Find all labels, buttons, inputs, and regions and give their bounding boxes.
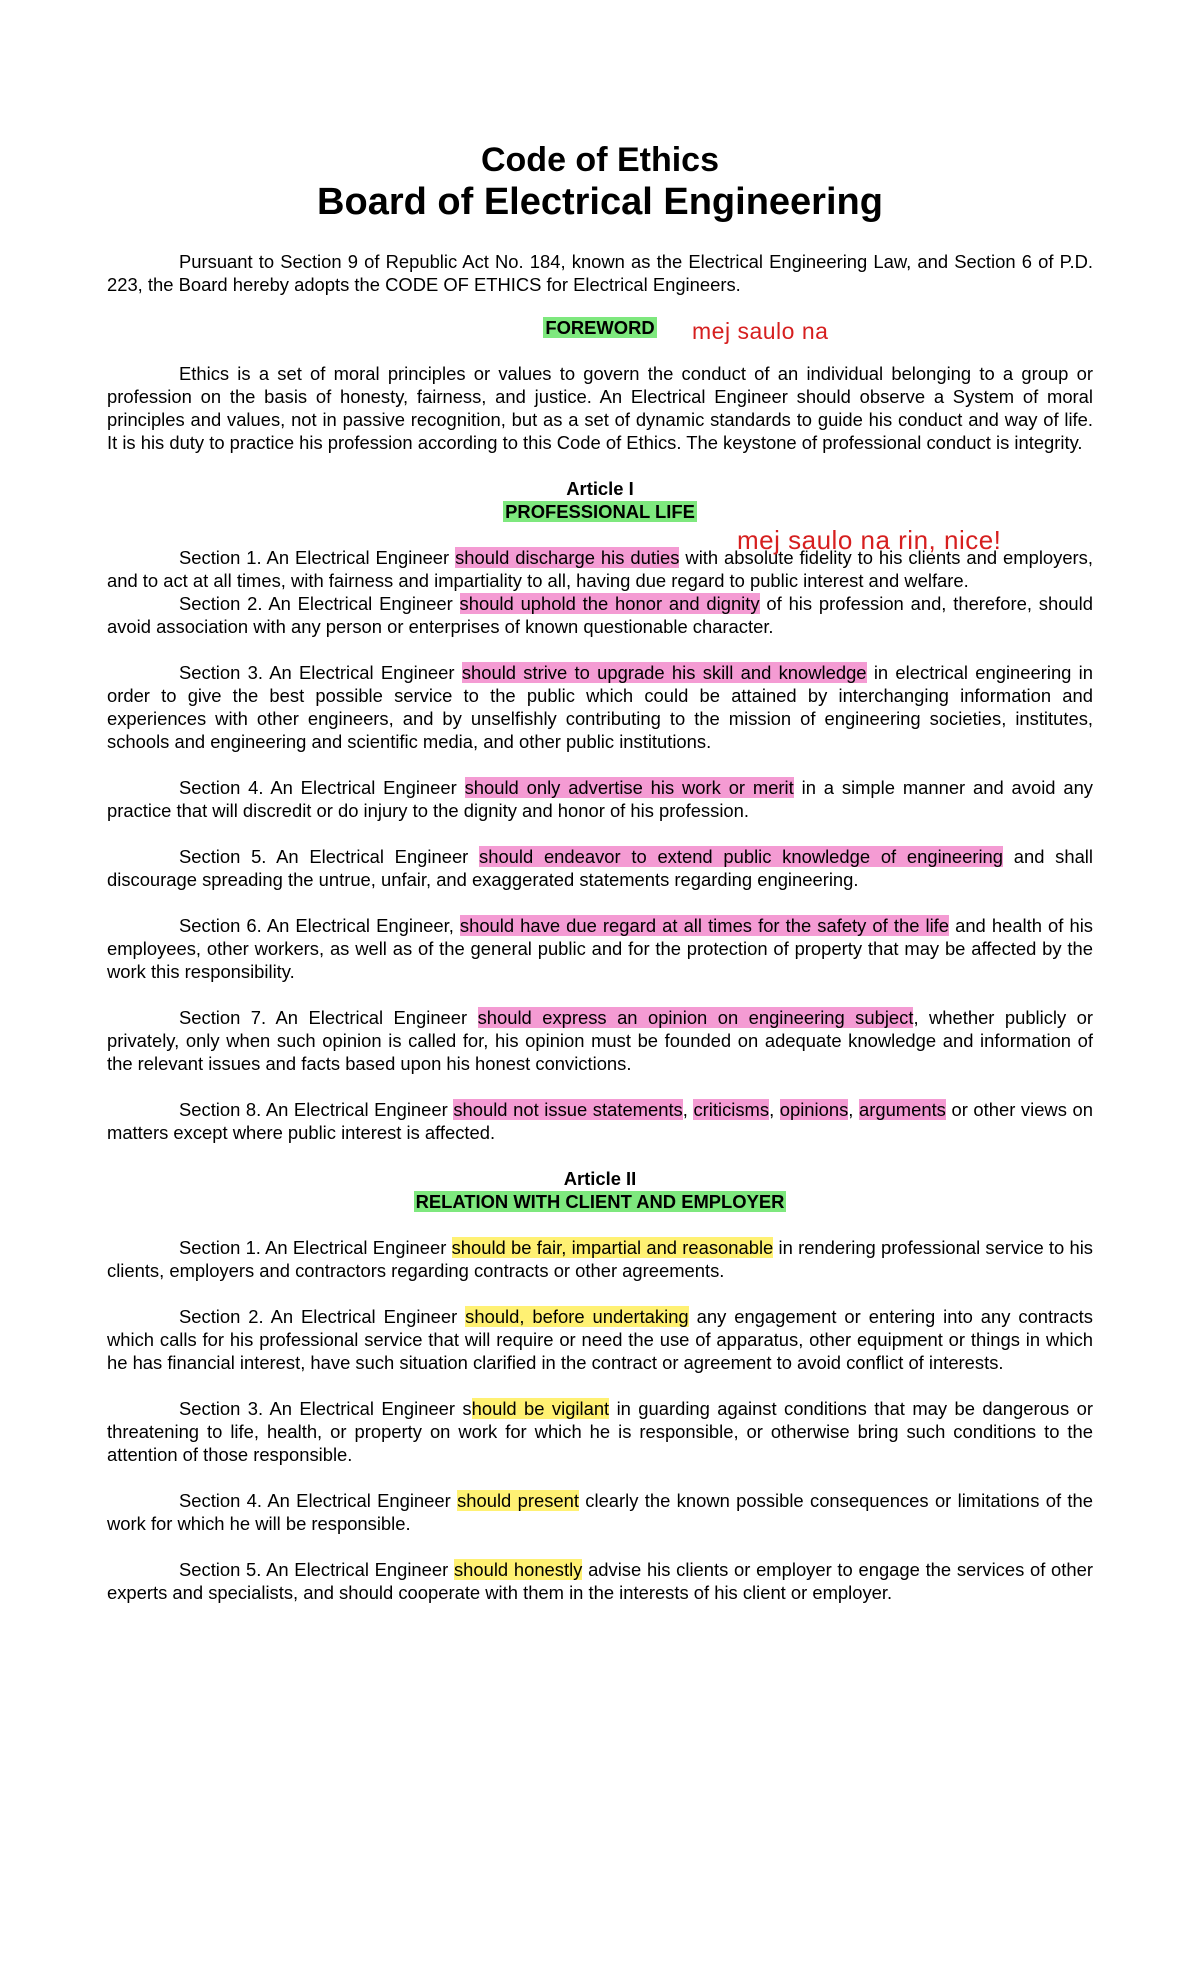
article2-section-1: Section 1. An Electrical Engineer should be fair, impartial and reasonable in rendering professional service to his clients, employers and contractors regarding contracts or other agreements.	[107, 1237, 1094, 1281]
article1-heading: PROFESSIONAL LIFE	[505, 501, 695, 522]
highlight: should endeavor to extend public knowledge of engineering	[479, 846, 1004, 867]
article1-section-2: Section 2. An Electrical Engineer should uphold the honor and dignity of his profession and, therefore, should avoid association with any person or enterprises of known questionable character.	[107, 593, 1093, 637]
document-title: Code of Ethics	[480, 141, 720, 179]
highlight: should uphold the honor and dignity	[459, 593, 760, 614]
article2-section-5: Section 5. An Electrical Engineer should honestly advise his clients or employer to engage the services of other experts and specialists, and should cooperate with them in the interests of his client or employer.	[107, 1559, 1093, 1603]
handwritten-note-foreword: mej saulo na	[692, 318, 829, 344]
highlight: should strive to upgrade his skill and knowledge	[461, 662, 867, 683]
highlight: should discharge his duties	[455, 547, 680, 568]
article1-label: Article I	[566, 478, 634, 499]
intro-paragraph: Pursuant to Section 9 of Republic Act No. 184, known as the Electrical Engineering Law, and Section 6 of P.D. 223, the Board hereby adopts the CODE OF ETHICS for Electrical Engineers.	[107, 251, 1093, 295]
article1-heading-row	[107, 500, 1093, 523]
foreword-paragraph: Ethics is a set of moral principles or values to govern the conduct of an individual belonging to a group or profession on the basis of honesty, fairness, and justice. An Electrical Engineer should observe a System of moral principles and values, not in passive recognition, but as a set of dynamic standards to guide his conduct and way of life. It is his duty to practice his profession according to this Code of Ethics. The keystone of professional conduct is integrity.	[107, 363, 1093, 453]
highlight: opinions	[779, 1099, 849, 1120]
highlight: should present	[457, 1490, 579, 1511]
document-subtitle: Board of Electrical Engineering	[317, 181, 883, 223]
article1-section-6: Section 6. An Electrical Engineer, should have due regard at all times for the safety of the life and health of his employees, other workers, as well as of the general public and for the protection of property that may be affected by the work this responsibility.	[107, 915, 1093, 982]
article1-section-7: Section 7. An Electrical Engineer should express an opinion on engineering subject, whether publicly or privately, only when such opinion is called for, his opinion must be founded on adequate knowledge and information of the relevant issues and facts based upon his honest convictions.	[107, 1007, 1093, 1074]
article1-section-5: Section 5. An Electrical Engineer should endeavor to extend public knowledge of engineering and shall discourage spreading the untrue, unfair, and exaggerated statements regarding engineering.	[107, 846, 1093, 890]
handwritten-note-article1: mej saulo na rin, nice!	[737, 525, 1002, 555]
article1-section-8: Section 8. An Electrical Engineer should not issue statements, criticisms, opinions, arguments or other views on matters except where public interest is affected.	[107, 1099, 1093, 1143]
highlight: should express an opinion on engineering subject	[477, 1007, 914, 1028]
article2-section-3: Section 3. An Electrical Engineer should be vigilant in guarding against conditions that may be dangerous or threatening to life, health, or property on work for which he is responsible, or otherwise bring such conditions to the attention of those responsible.	[107, 1398, 1094, 1465]
highlight: should have due regard at all times for the safety of the life	[459, 915, 950, 936]
highlight: arguments	[858, 1099, 946, 1120]
article1-section-1: Section 1. An Electrical Engineer should discharge his duties with absolute fidelity to his clients and employers, and to act at all times, with fairness and impartiality to all, having due regard to public interest and welfare.	[107, 547, 1093, 591]
highlight: should be fair, impartial and reasonable	[451, 1237, 774, 1258]
article1-section-4: Section 4. An Electrical Engineer should only advertise his work or merit in a simple manner and avoid any practice that will discredit or do injury to the dignity and honor of his profession.	[107, 777, 1093, 821]
foreword-heading: FOREWORD	[545, 317, 655, 338]
highlight: hould be vigilant	[471, 1398, 610, 1419]
highlight: should honestly	[453, 1559, 583, 1580]
highlight: should only advertise his work or merit	[464, 777, 794, 798]
article2-label: Article II	[563, 1168, 637, 1189]
article2-section-2: Section 2. An Electrical Engineer should, before undertaking any engagement or entering into any contracts which calls for his professional service that will require or need the use of apparatus, other equipment or things in which he has financial interest, have such situation clarified in the contract or agreement to avoid conflict of interests.	[107, 1306, 1093, 1373]
highlight: criticisms	[693, 1099, 770, 1120]
article2-heading-row	[107, 1190, 1093, 1213]
article2-section-4: Section 4. An Electrical Engineer should present clearly the known possible consequences or limitations of the work for which he will be responsible.	[107, 1490, 1093, 1534]
foreword-heading-row	[107, 316, 1093, 339]
highlight: should not issue statements	[453, 1099, 683, 1120]
article1-section-3: Section 3. An Electrical Engineer should strive to upgrade his skill and knowledge in electrical engineering in order to give the best possible service to the public which could be attained by interchanging information and experiences with other engineers, and by unselfishly contributing to the mission of engineering societies, institutes, schools and engineering and scientific media, and other public institutions.	[107, 662, 1093, 752]
document-page	[107, 140, 1093, 1604]
article2-heading: RELATION WITH CLIENT AND EMPLOYER	[415, 1191, 785, 1212]
highlight: should, before undertaking	[465, 1306, 689, 1327]
